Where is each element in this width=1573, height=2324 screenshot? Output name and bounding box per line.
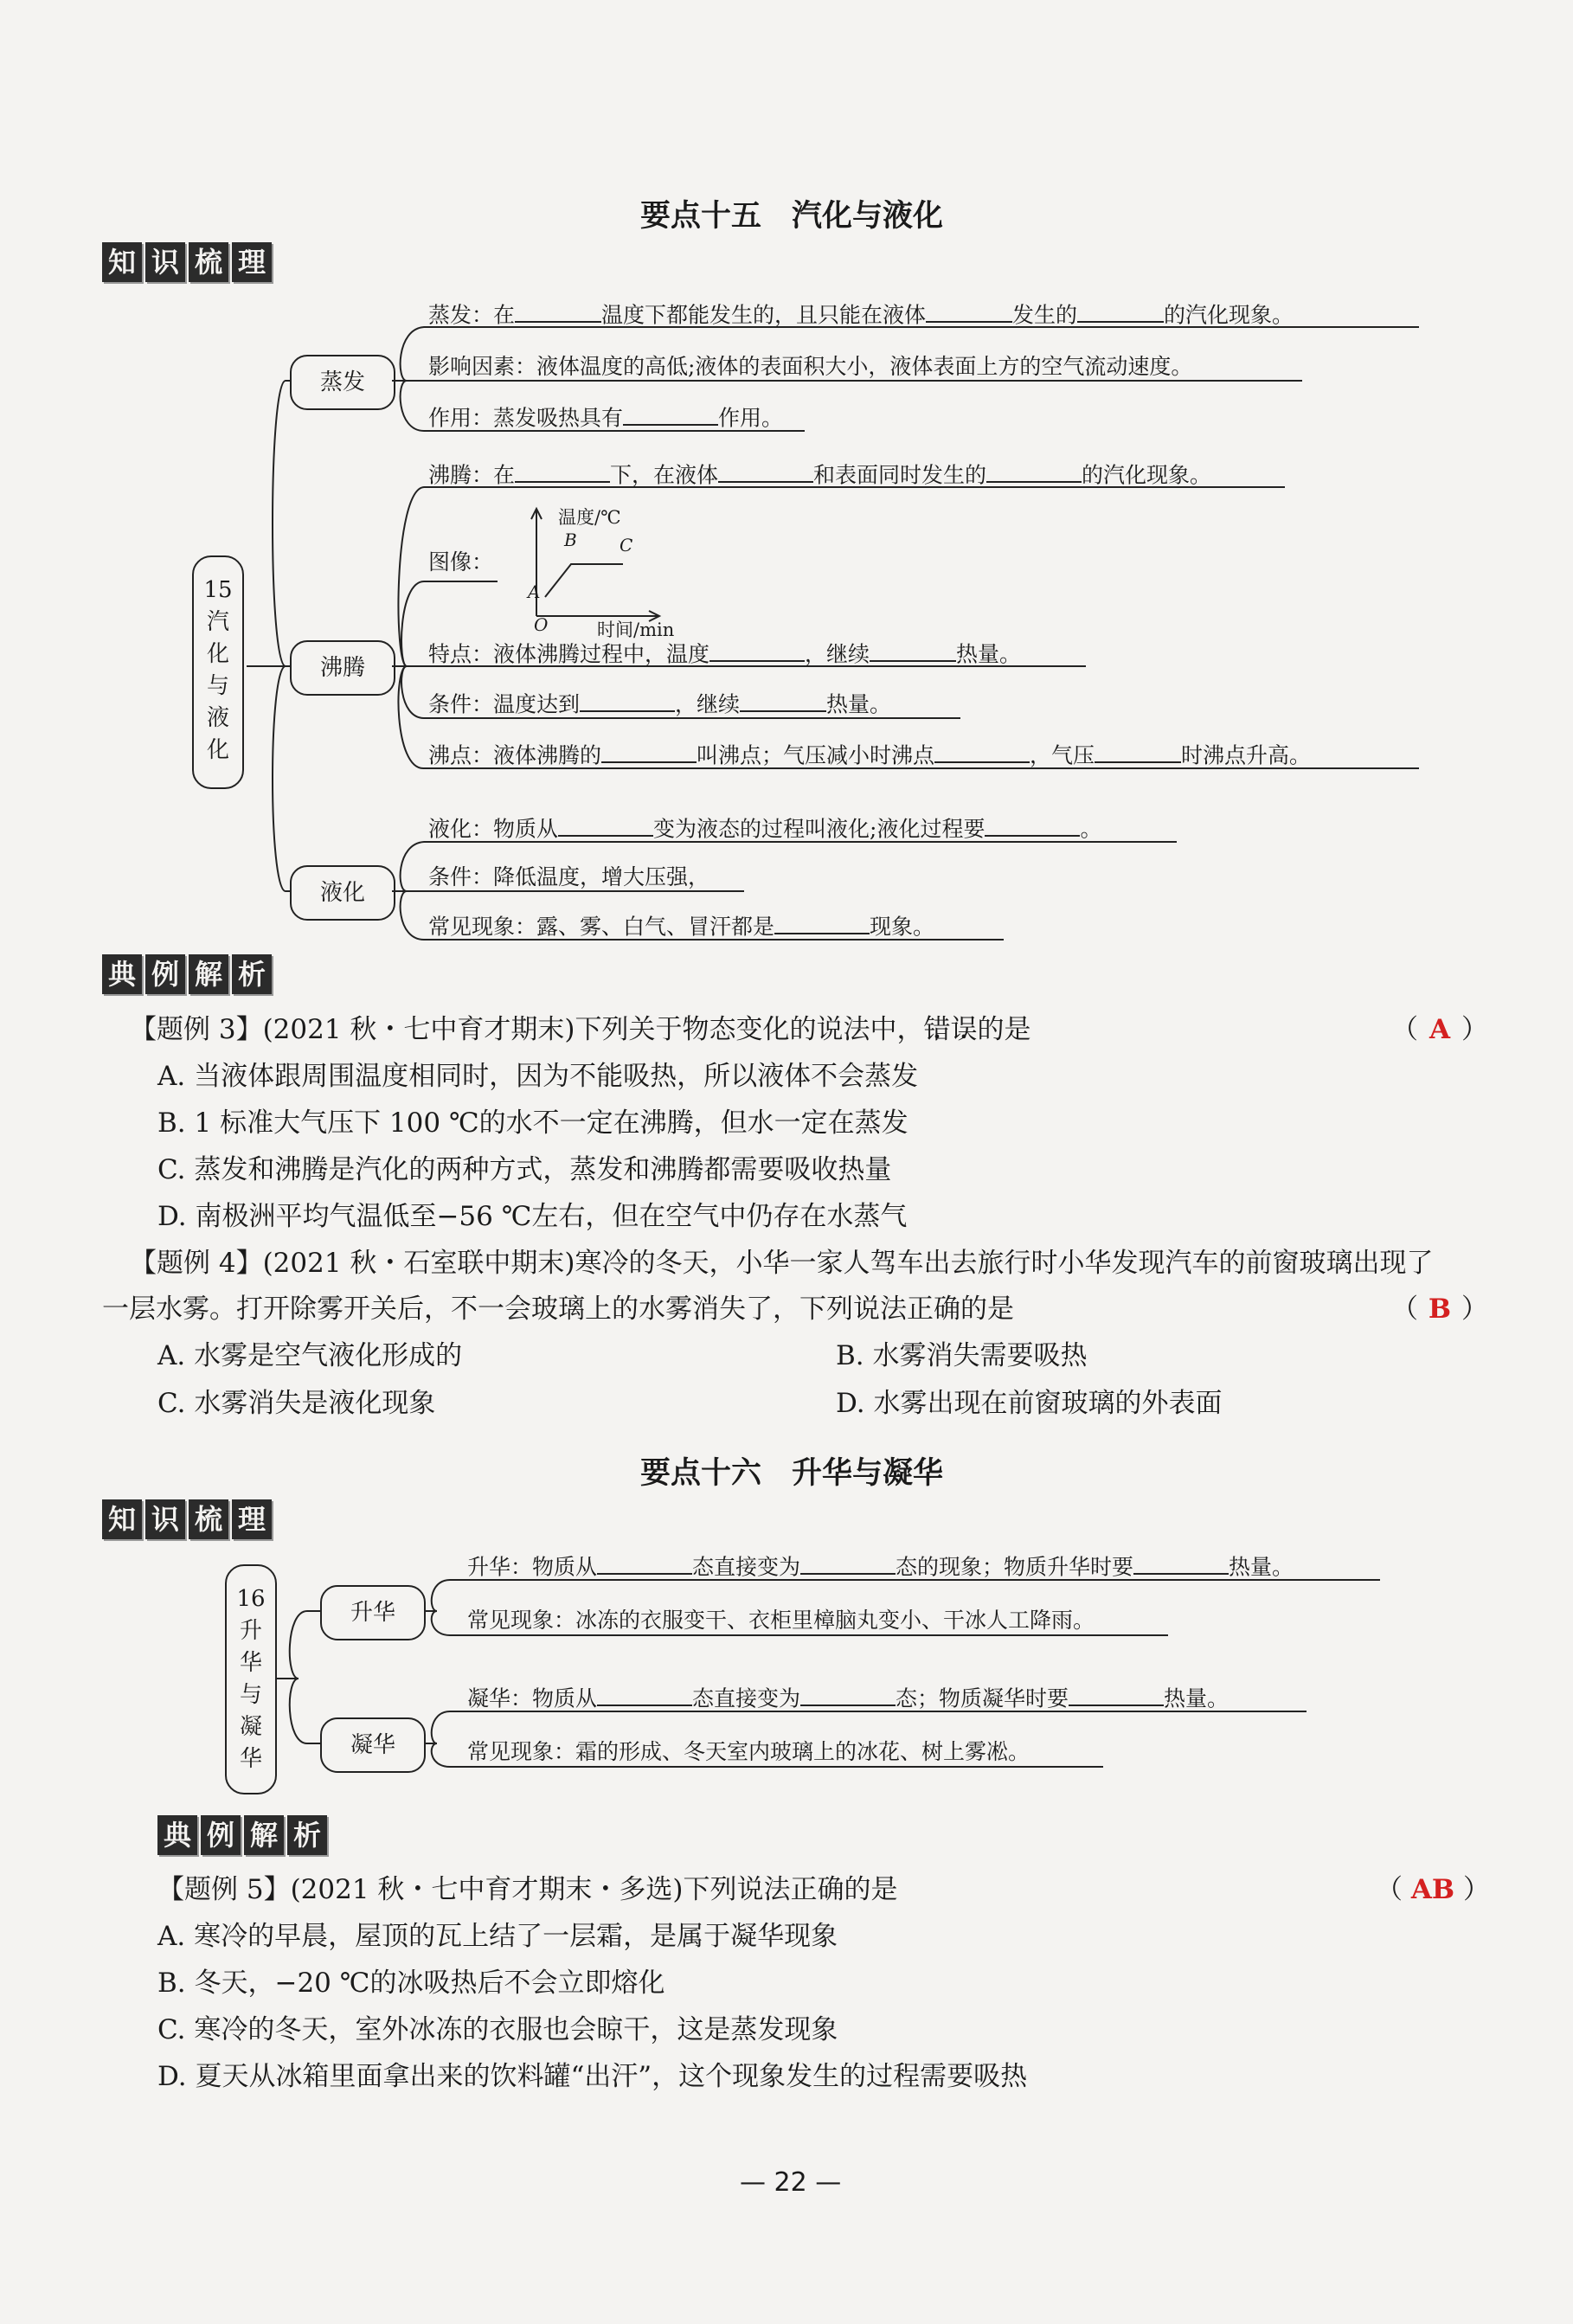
graph-point-c: C bbox=[620, 535, 633, 555]
liq-conditions: 条件：降低温度，增大压强， bbox=[428, 864, 710, 889]
example-5-option-b: B. 冬天，−20 ℃的冰吸热后不会立即熔化 bbox=[157, 1968, 665, 1999]
section-title-16: 要点十六 升华与凝华 bbox=[640, 1456, 944, 1491]
example-4-option-d: D. 水雾出现在前窗玻璃的外表面 bbox=[836, 1388, 1223, 1419]
evap-definition: 蒸发：在 温度下都能发生的，且只能在液体 发生的 的汽化现象。 bbox=[428, 297, 1294, 330]
boil-definition: 沸腾：在 下，在液体 和表面同时发生的 的汽化现象。 bbox=[428, 457, 1211, 490]
blank bbox=[1069, 1680, 1164, 1706]
mindmap-root-16: 16 升 华 与 凝 华 bbox=[225, 1564, 277, 1794]
example-4-stem-line1: 【题例 4】(2021 秋・石室联中期末)寒冷的冬天，小华一家人驾车出去旅行时小华发现汽车的前窗玻璃出现了 bbox=[130, 1248, 1434, 1279]
example-4-option-a: A. 水雾是空气液化形成的 bbox=[157, 1340, 463, 1371]
deposition-definition: 凝华：物质从 态直接变为 态；物质凝华时要 热量。 bbox=[467, 1680, 1229, 1713]
example-5-option-d: D. 夏天从冰箱里面拿出来的饮料罐“出汗”，这个现象发生的过程需要吸热 bbox=[157, 2061, 1028, 2092]
example-4-answer: （ B ） bbox=[1391, 1294, 1488, 1325]
example-5-answer: （ AB ） bbox=[1376, 1874, 1490, 1905]
liq-phenomena: 常见现象：露、雾、白气、冒汗都是 现象。 bbox=[428, 908, 934, 941]
graph-point-b: B bbox=[564, 530, 577, 550]
deposition-phenomena: 常见现象：霜的形成、冬天室内玻璃上的冰花、树上雾凇。 bbox=[467, 1739, 1030, 1764]
graph-point-a: A bbox=[528, 581, 541, 602]
section-title-15: 要点十五 汽化与液化 bbox=[640, 199, 944, 234]
blank bbox=[1133, 1549, 1229, 1575]
graph-y-label: 温度/℃ bbox=[558, 507, 621, 528]
example-4-stem-line2: 一层水雾。打开除雾开关后，不一会玻璃上的水雾消失了，下列说法正确的是 bbox=[102, 1294, 1014, 1325]
mindmap-node-boiling: 沸腾 bbox=[290, 640, 395, 696]
mindmap-node-sublimation: 升华 bbox=[320, 1585, 426, 1640]
boil-graph-label: 图像： bbox=[428, 549, 494, 575]
mindmap-node-deposition: 凝华 bbox=[320, 1717, 426, 1773]
boil-conditions: 条件：温度达到 ，继续 热量。 bbox=[428, 686, 891, 719]
page-number: — 22 — bbox=[740, 2167, 842, 2198]
boil-point: 沸点：液体沸腾的 叫沸点；气压减小时沸点 ，气压 时沸点升高。 bbox=[428, 737, 1311, 770]
badge-knowledge-16: 知 识 梳 理 bbox=[102, 1499, 272, 1539]
example-5-stem: 【题例 5】(2021 秋・七中育才期末・多选)下列说法正确的是 bbox=[157, 1874, 898, 1905]
evap-factors: 影响因素：液体温度的高低;液体的表面积大小，液体表面上方的空气流动速度。 bbox=[428, 354, 1193, 379]
boil-characteristics: 特点：液体沸腾过程中，温度 ，继续 热量。 bbox=[428, 636, 1021, 669]
blank bbox=[800, 1549, 896, 1575]
example-4-option-b: B. 水雾消失需要吸热 bbox=[836, 1340, 1088, 1371]
blank bbox=[597, 1680, 692, 1706]
badge-examples-16: 典 例 解 析 bbox=[157, 1815, 327, 1855]
liq-definition: 液化：物质从 变为液态的过程叫液化;液化过程要 。 bbox=[428, 811, 1101, 844]
blank bbox=[800, 1680, 896, 1706]
example-3-option-d: D. 南极洲平均气温低至−56 ℃左右，但在空气中仍存在水蒸气 bbox=[157, 1201, 908, 1232]
blank bbox=[597, 1549, 692, 1575]
example-3-answer: （ A ） bbox=[1391, 1014, 1488, 1045]
evap-effect: 作用：蒸发吸热具有 作用。 bbox=[428, 400, 783, 433]
mindmap-node-liquefaction: 液化 bbox=[290, 865, 395, 921]
mindmap-node-evaporation: 蒸发 bbox=[290, 355, 395, 410]
sublimation-phenomena: 常见现象：冰冻的衣服变干、衣柜里樟脑丸变小、干冰人工降雨。 bbox=[467, 1608, 1095, 1633]
example-3-stem: 【题例 3】(2021 秋・七中育才期末)下列关于物态变化的说法中，错 •误 •的是 bbox=[130, 1007, 1031, 1046]
example-5-option-a: A. 寒冷的早晨，屋顶的瓦上结了一层霜，是属于凝华现象 bbox=[157, 1921, 838, 1952]
example-3-option-b: B. 1 标准大气压下 100 ℃的水不一定在沸腾，但水一定在蒸发 bbox=[157, 1107, 908, 1139]
graph-origin: O bbox=[534, 614, 549, 635]
example-3-option-a: A. 当液体跟周围温度相同时，因为不能吸热，所以液体不会蒸发 bbox=[157, 1061, 919, 1092]
example-4-option-c: C. 水雾消失是液化现象 bbox=[157, 1388, 436, 1419]
mindmap-root-15: 15 汽 化 与 液 化 bbox=[192, 555, 244, 789]
graph-x-label: 时间/min bbox=[597, 620, 675, 640]
example-5-option-c: C. 寒冷的冬天，室外冰冻的衣服也会晾干，这是蒸发现象 bbox=[157, 2014, 838, 2045]
example-3-option-c: C. 蒸发和沸腾是汽化的两种方式，蒸发和沸腾都需要吸收热量 bbox=[157, 1154, 892, 1185]
badge-knowledge-15: 知 识 梳 理 bbox=[102, 242, 272, 282]
sublimation-definition: 升华：物质从 态直接变为 态的现象；物质升华时要 热量。 bbox=[467, 1549, 1294, 1582]
badge-examples-15: 典 例 解 析 bbox=[102, 954, 272, 994]
